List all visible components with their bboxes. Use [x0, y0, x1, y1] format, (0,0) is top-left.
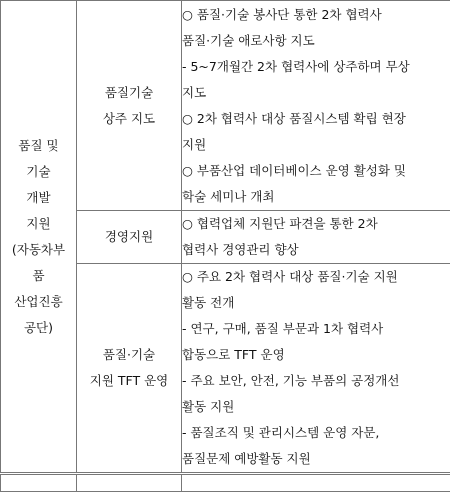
- description-line: - 5~7개월간 2차 협력사에 상주하며 무상: [182, 54, 450, 80]
- description-line: ○ 부품산업 데이터베이스 운영 활성화 및: [182, 158, 450, 184]
- description-line: 품질·기술 애로사항 지도: [182, 28, 450, 54]
- table-row: [1, 1, 450, 211]
- category-line: 품질 및: [1, 133, 76, 159]
- category-line: 개발: [1, 185, 76, 211]
- description-line: ○ 협력업체 지원단 파견을 통한 2차: [182, 211, 450, 237]
- description-line: - 주요 보안, 안전, 기능 부품의 공정개선: [182, 368, 450, 394]
- description-line: 활동 전개: [182, 290, 450, 316]
- category-line: 공단): [1, 315, 76, 341]
- description-line: 지원: [182, 132, 450, 158]
- description-line: 합동으로 TFT 운영: [182, 342, 450, 368]
- program-name: 품질기술: [77, 80, 181, 106]
- description-line: ○ 품질·기술 봉사단 통한 2차 협력사: [182, 2, 450, 28]
- category-line: 산업진흥: [1, 289, 76, 315]
- program-name: 지원 TFT 운영: [77, 368, 181, 394]
- program-name-cell: [77, 1, 182, 211]
- table-row-next: [1, 474, 450, 492]
- category-line: 기술: [1, 159, 76, 185]
- program-description-cell: [182, 211, 450, 264]
- description-line: 활동 지원: [182, 394, 450, 420]
- description-line: 지도: [182, 80, 450, 106]
- empty-cell: [1, 474, 77, 492]
- program-name-cell: [77, 264, 182, 474]
- empty-cell: [77, 474, 182, 492]
- program-name: 품질·기술: [77, 342, 181, 368]
- program-name: 경영지원: [77, 224, 181, 250]
- category-line: 지원: [1, 211, 76, 237]
- program-description-cell: [182, 1, 450, 211]
- description-line: 학술 세미나 개최: [182, 184, 450, 210]
- description-line: 품질문제 예방활동 지원: [182, 446, 450, 472]
- description-line: ○ 2차 협력사 대상 품질시스템 확립 현장: [182, 106, 450, 132]
- description-line: ○ 주요 2차 협력사 대상 품질·기술 지원: [182, 264, 450, 290]
- category-line: 품: [1, 263, 76, 289]
- description-line: - 연구, 구매, 품질 부문과 1차 협력사: [182, 316, 450, 342]
- description-line: 협력사 경영관리 향상: [182, 237, 450, 263]
- program-name-cell: [77, 211, 182, 264]
- program-name: 상주 지도: [77, 106, 181, 132]
- category-cell: [1, 1, 77, 474]
- empty-cell: [182, 474, 450, 492]
- program-description-cell: [182, 264, 450, 474]
- description-line: - 품질조직 및 관리시스템 운영 자문,: [182, 420, 450, 446]
- category-line: (자동차부: [1, 237, 76, 263]
